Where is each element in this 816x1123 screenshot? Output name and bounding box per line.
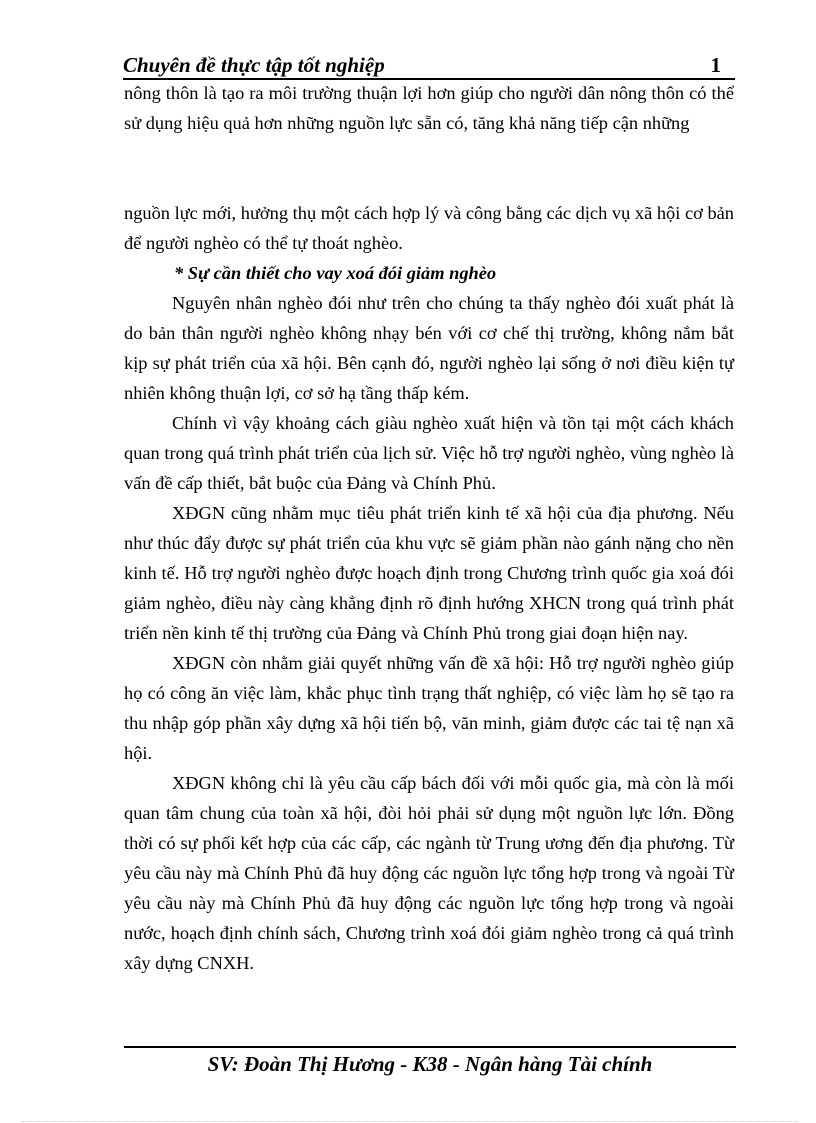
paragraph-2: Nguyên nhân nghèo đói như trên cho chúng ta thấy nghèo đói xuất phát là do bản thân người nghèo không nhạy bén với cơ chế thị trường, không nắm bắt kịp sự phát triển của xã hội. Bên cạnh đó, người nghèo lại sống ở nơi điều kiện tự nhiên không thuận lợi, cơ sở hạ tầng thấp kém. xyxy=(124,293,734,403)
paragraph-continuation: nông thôn là tạo ra môi trường thuận lợi hơn giúp cho người dân nông thôn có thể sử dụng hiệu quả hơn những nguồn lực sẵn có, tăng khả năng tiếp cận những xyxy=(124,83,734,133)
page-header xyxy=(123,48,735,80)
paragraph-5: XĐGN còn nhằm giải quyết những vấn đề xã hội: Hỗ trợ người nghèo giúp họ có công ăn việc làm, khắc phục tình trạng thất nghiệp, có việc làm họ sẽ tạo ra thu nhập góp phần xây dựng xã hội tiến bộ, văn minh, giảm được các tai tệ nạn xã hội. xyxy=(124,653,734,763)
page-edge-divider xyxy=(22,1121,798,1122)
section-subheading: * Sự cần thiết cho vay xoá đói giảm nghèo xyxy=(174,263,497,283)
paragraph-3: Chính vì vậy khoảng cách giàu nghèo xuất hiện và tồn tại một cách khách quan trong quá trình phát triển của lịch sử. Việc hỗ trợ người nghèo, vùng nghèo là vấn đề cấp thiết, bắt buộc của Đảng và Chính Phủ. xyxy=(124,413,734,493)
page-number: 1 xyxy=(710,53,721,77)
text-block-main xyxy=(124,198,734,978)
text-block-top xyxy=(124,78,734,138)
paragraph-1: nguồn lực mới, hưởng thụ một cách hợp lý và công bằng các dịch vụ xã hội cơ bản để người nghèo có thể tự thoát nghèo. xyxy=(124,203,734,253)
paragraph-4: XĐGN cũng nhằm mục tiêu phát triển kinh tế xã hội của địa phương. Nếu như thúc đẩy được sự phát triển của khu vực sẽ giảm phần nào gánh nặng cho nền kinh tế. Hỗ trợ người nghèo được hoạch định trong Chương trình quốc gia xoá đói giảm nghèo, điều này càng khẳng định rõ định hướng XHCN trong quá trình phát triển nền kinh tế thị trường của Đảng và Chính Phủ trong giai đoạn hiện nay. xyxy=(124,503,734,643)
footer-divider xyxy=(124,1046,736,1048)
document-title: Chuyên đề thực tập tốt nghiệp xyxy=(123,53,385,77)
page-footer: SV: Đoàn Thị Hương - K38 - Ngân hàng Tài chính xyxy=(207,1052,653,1076)
paragraph-6: XĐGN không chỉ là yêu cầu cấp bách đối với mỗi quốc gia, mà còn là mối quan tâm chung của toàn xã hội, đòi hỏi phải sử dụng một nguồn lực lớn. Đồng thời có sự phối kết hợp của các cấp, các ngành từ Trung ương đến địa phương. Từ yêu cầu này mà Chính Phủ đã huy động các nguồn lực tổng hợp trong và ngoài Từ yêu cầu này mà Chính Phủ đã huy động các nguồn lực tổng hợp trong và ngoài nước, hoạch định chính sách, Chương trình xoá đói giảm nghèo trong cả quá trình xây dựng CNXH. xyxy=(124,773,734,973)
